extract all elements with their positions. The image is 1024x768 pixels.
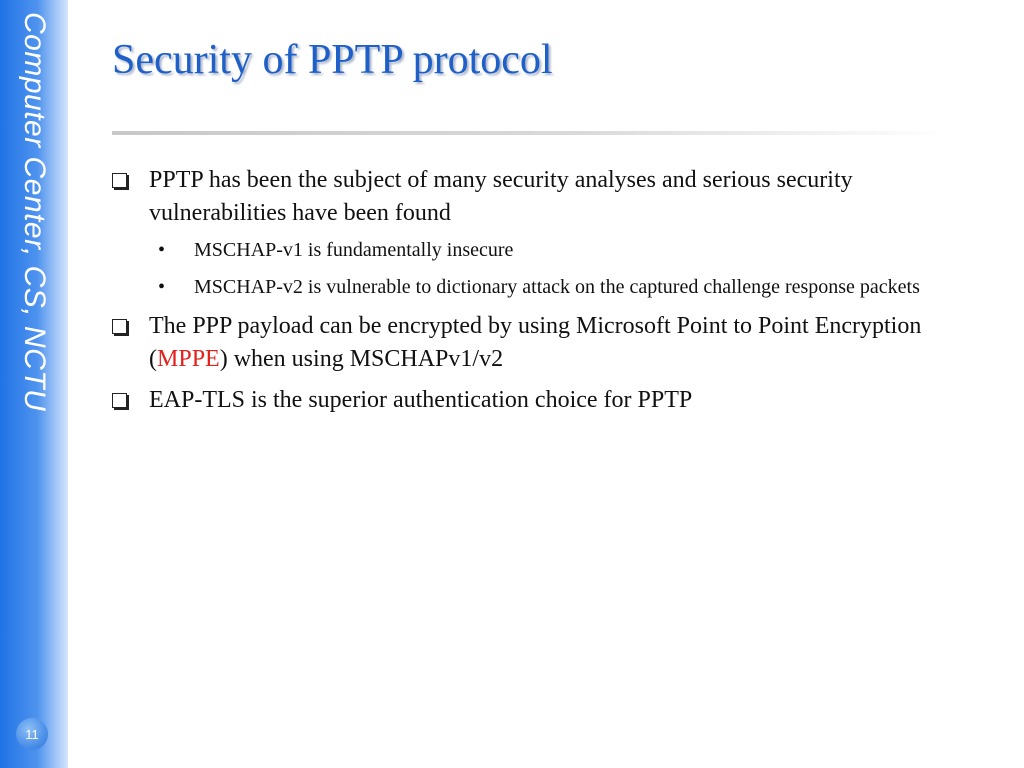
slide-title: Security of PPTP protocol — [112, 37, 553, 83]
page-number-badge: 11 — [16, 718, 48, 750]
checkbox-square-icon — [112, 173, 127, 188]
bullet-text: EAP-TLS is the superior authentication choice for PPTP — [149, 387, 693, 413]
mppe-highlight: MPPE — [157, 346, 220, 372]
bullet-text-part: The PPP payload can be encrypted by using Microsoft Point to Point Encryption ( — [149, 313, 922, 372]
bullet-text: PPTP has been the subject of many security analyses and serious security vulnerabilities have been found — [149, 167, 853, 226]
bullet-text-part: ) when using MSCHAPv1/v2 — [219, 346, 504, 372]
checkbox-square-icon — [112, 319, 127, 334]
sub-bullet-text: MSCHAP-v2 is vulnerable to dictionary attack on the captured challenge response packets — [194, 276, 920, 298]
bullet-dot-icon: • — [158, 239, 166, 261]
sub-bullet-text: MSCHAP-v1 is fundamentally insecure — [194, 239, 514, 261]
bullet-item — [112, 384, 972, 417]
title-divider — [112, 131, 952, 135]
sub-bullet-item — [112, 236, 972, 265]
bullet-item — [112, 310, 972, 376]
bullet-dot-icon: • — [158, 276, 166, 298]
checkbox-square-icon — [112, 393, 127, 408]
slide-content — [112, 164, 972, 417]
bullet-item — [112, 164, 972, 230]
sub-bullet-item — [112, 273, 972, 302]
sidebar-org-label: Computer Center, CS, NCTU — [18, 12, 51, 412]
sidebar — [0, 0, 68, 768]
